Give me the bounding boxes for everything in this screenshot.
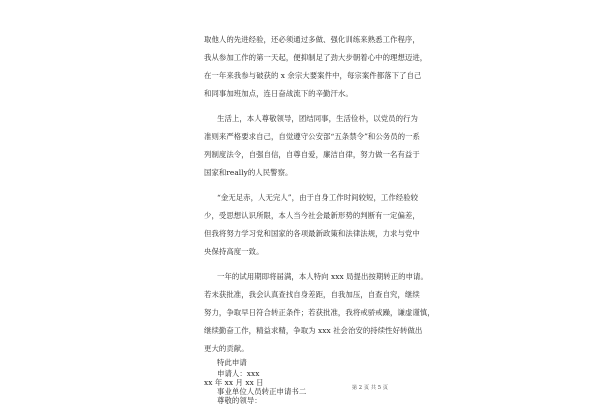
text-line: 继续勤奋工作，精益求精，争取为 xxx 社会治安的持续性好转做出 [204, 326, 423, 335]
text-line: 我从参加工作的第一天起，便抑制足了劲大步朝着心中的理想迈进， [204, 53, 428, 62]
text-line: 央保持高度一致。 [204, 247, 264, 256]
text-line: 努力，争取早日符合转正条件；若获批准，我将戒骄戒躁，谦虚谨慎， [204, 308, 435, 317]
text-line: 更大的贡献。 [204, 344, 249, 353]
text-line: 列制度法令，自强自信，自尊自爱，廉洁自律，努力做一名有益于 [204, 150, 420, 159]
text-line: 少，受思想认识所限，本人当今社会最新形势的判断有一定偏差， [204, 211, 420, 220]
text-line: 准则来严格要求自己，自觉遵守公安部“五条禁令”和公务员的一系 [204, 132, 420, 141]
text-line: “金无足赤，人无完人”，由于自身工作时间较短，工作经验较 [217, 193, 419, 202]
date-line: xx 年 xx 月 xx 日 [204, 378, 264, 387]
applicant-line: 申请人：xxx [217, 369, 260, 378]
text-line: 和同事加班加点，连日奋战流下的辛勤汗水。 [204, 89, 353, 98]
text-line: 但我将努力学习党和国家的各项最新政策和法律法规，力求与党中 [204, 229, 420, 238]
text-line: 在一年来我参与破获的 x 余宗大要案件中，每宗案件都落下了自己 [204, 71, 422, 80]
text-line: 国家和really的人民警察。 [204, 168, 293, 177]
text-line: 取他人的先进经验，还必须通过多做、强化训练来熟悉工作程序， [204, 35, 420, 44]
section-heading: 事业单位人员转正申请书二 [217, 387, 307, 396]
text-line: 生活上，本人尊敬领导，团结同事，生活俭朴，以党员的行为 [217, 114, 418, 123]
salutation: 尊敬的领导： [217, 396, 262, 405]
closing-line: 特此申请 [217, 358, 247, 367]
page-number: 第 2 页 共 5 页 [351, 385, 388, 391]
text-line: 若未获批准，我会认真查找自身差距，自我加压，自查自究，继续 [204, 290, 420, 299]
text-line: 一年的试用期即将届满，本人特向 xxx 局提出按期转正的申请。 [217, 272, 428, 281]
